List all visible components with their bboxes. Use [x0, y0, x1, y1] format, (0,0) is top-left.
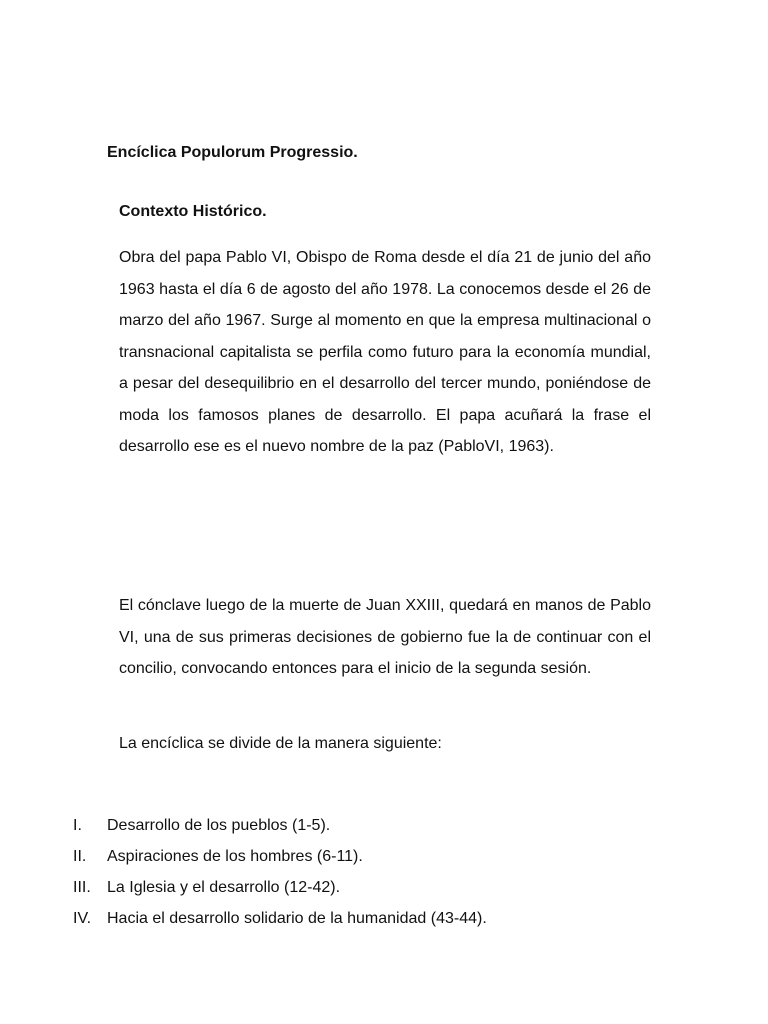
paragraph-division-intro: La encíclica se divide de la manera siguiente:	[119, 735, 442, 752]
list-item-numeral: I.	[73, 817, 82, 834]
section-heading: Contexto Histórico.	[119, 203, 267, 220]
paragraph-context: Obra del papa Pablo VI, Obispo de Roma desde el día 21 de junio del año 1963 hasta el día 6 de agosto del año 1978. La conocemos desde el 26 de marzo del año 1967. Surge al momento en que la empresa multinacional o transnacional capitalista se perfila como futuro para la economía mundial, a pesar del desequilibrio en el desarrollo del tercer mundo, poniéndose de moda los famosos planes de desarrollo. El papa acuñará la frase el desarrollo ese es el nuevo nombre de la paz (PabloVI, 1963).	[119, 249, 651, 455]
list-item-numeral: IV.	[73, 910, 92, 927]
paragraph-conclave: El cónclave luego de la muerte de Juan XXIII, quedará en manos de Pablo VI, una de sus primeras decisiones de gobierno fue la de continuar con el concilio, convocando entonces para el inicio de la segunda sesión.	[119, 597, 651, 677]
document-title: Encíclica Populorum Progressio.	[107, 144, 358, 161]
list-item-text: Desarrollo de los pueblos (1-5).	[107, 817, 331, 834]
list-item-text: La Iglesia y el desarrollo (12-42).	[107, 879, 341, 896]
list-item-text: Aspiraciones de los hombres (6-11).	[107, 848, 363, 865]
list-item-text: Hacia el desarrollo solidario de la humanidad (43-44).	[107, 910, 487, 927]
list-item-numeral: III.	[73, 879, 91, 896]
list-item-numeral: II.	[73, 848, 87, 865]
